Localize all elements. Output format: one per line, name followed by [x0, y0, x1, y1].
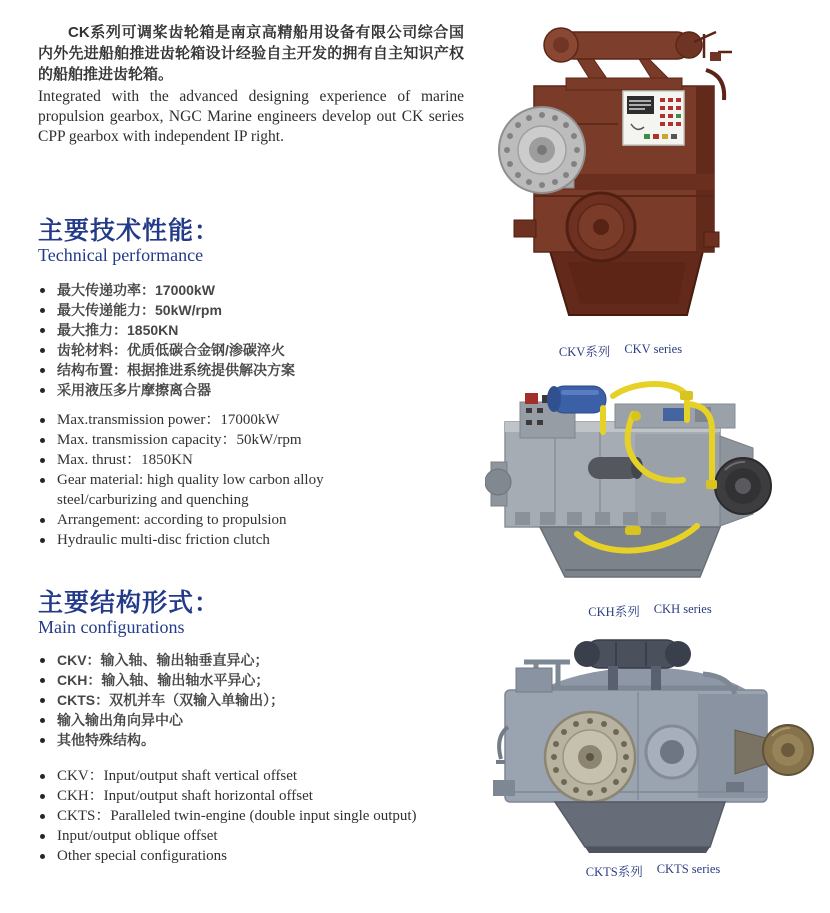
config-list-zh	[38, 650, 458, 750]
spec-item-zh: 齿轮材料：优质低碳合金钢/渗碳淬火	[38, 340, 458, 360]
heading-en-main-configurations: Main configurations	[38, 617, 185, 637]
ckts-figure	[488, 632, 818, 880]
bullet-icon	[40, 418, 45, 423]
config-item-en: CKTS：Paralleled twin-engine (double input single output)	[38, 806, 470, 826]
bullet-icon	[40, 368, 45, 373]
bullet-icon	[40, 698, 45, 703]
ckts-caption-en: CKTS series	[656, 862, 721, 876]
section-heading-technical-performance	[38, 218, 220, 265]
bullet-icon	[40, 538, 45, 543]
heading-zh-technical-performance: 主要技术性能：	[38, 217, 221, 245]
config-item-en: CKH：Input/output shaft horizontal offset	[38, 786, 470, 806]
section-heading-main-configurations	[38, 590, 220, 637]
bullet-icon	[40, 794, 45, 799]
ckv-gearbox-image	[498, 24, 743, 322]
ckh-gearbox-image	[485, 374, 815, 594]
bullet-icon	[40, 288, 45, 293]
spec-item-en: Arrangement: according to propulsion	[38, 510, 372, 530]
bullet-icon	[40, 328, 45, 333]
ckts-caption-zh: CKTS系列	[585, 865, 643, 879]
ckv-caption	[559, 342, 682, 360]
bullet-icon	[40, 518, 45, 523]
spec-item-zh: 采用液压多片摩擦离合器	[38, 380, 458, 400]
ckv-caption-en: CKV series	[624, 342, 683, 356]
ckh-caption	[588, 602, 711, 620]
spec-item-en: Max. transmission capacity：50kW/rpm	[38, 430, 372, 450]
config-item-zh: CKH：输入轴、输出轴水平异心；	[38, 670, 458, 690]
bullet-icon	[40, 308, 45, 313]
spec-list-zh	[38, 280, 458, 400]
config-item-zh: 输入输出角向异中心	[38, 710, 458, 730]
spec-item-zh: 最大传递能力：50kW/rpm	[38, 300, 458, 320]
config-item-en: CKV：Input/output shaft vertical offset	[38, 766, 470, 786]
heading-en-technical-performance: Technical performance	[38, 245, 204, 265]
bullet-icon	[40, 478, 45, 483]
config-item-zh: 其他特殊结构。	[38, 730, 458, 750]
ckh-caption-zh: CKH系列	[588, 605, 640, 619]
config-item-zh: CKTS：双机并车（双输入单输出）；	[38, 690, 458, 710]
bullet-icon	[40, 348, 45, 353]
spec-item-en: Max. thrust：1850KN	[38, 450, 372, 470]
bullet-icon	[40, 814, 45, 819]
spec-item-en: Max.transmission power：17000kW	[38, 410, 372, 430]
ckts-gearbox-image	[488, 632, 818, 857]
intro-paragraph-en: Integrated with the advanced designing experience of marine propulsion gearbox, NGC Marine engineers develop out CK series CPP gearbox with independent IP right.	[38, 88, 464, 145]
bullet-icon	[40, 718, 45, 723]
spec-item-zh: 最大推力：1850KN	[38, 320, 458, 340]
spec-item-en: Gear material: high quality low carbon alloy steel/carburizing and quenching	[38, 470, 372, 510]
bullet-icon	[40, 834, 45, 839]
bullet-icon	[40, 854, 45, 859]
config-list-en	[38, 766, 470, 866]
ckh-caption-en: CKH series	[653, 602, 712, 616]
spec-item-zh: 结构布置：根据推进系统提供解决方案	[38, 360, 458, 380]
spec-list-en	[38, 410, 372, 550]
bullet-icon	[40, 458, 45, 463]
ckv-figure	[498, 24, 743, 360]
bullet-icon	[40, 678, 45, 683]
config-item-zh: CKV：输入轴、输出轴垂直异心；	[38, 650, 458, 670]
ckts-caption	[586, 862, 721, 880]
bullet-icon	[40, 388, 45, 393]
bullet-icon	[40, 774, 45, 779]
bullet-icon	[40, 738, 45, 743]
spec-item-zh: 最大传递功率：17000kW	[38, 280, 458, 300]
intro-block	[38, 22, 464, 147]
config-item-en: Input/output oblique offset	[38, 826, 470, 846]
text-column	[38, 22, 470, 902]
spec-item-en: Hydraulic multi-disc friction clutch	[38, 530, 372, 550]
ckh-figure	[485, 374, 815, 620]
ckv-caption-zh: CKV系列	[558, 345, 611, 359]
config-item-en: Other special configurations	[38, 846, 470, 866]
bullet-icon	[40, 438, 45, 443]
intro-paragraph-zh: CK系列可调桨齿轮箱是南京高精船用设备有限公司综合国内外先进船舶推进齿轮箱设计经验自主开发的拥有自主知识产权的船舶推进齿轮箱。	[38, 24, 464, 83]
bullet-icon	[40, 658, 45, 663]
heading-zh-main-configurations: 主要结构形式：	[38, 589, 221, 617]
